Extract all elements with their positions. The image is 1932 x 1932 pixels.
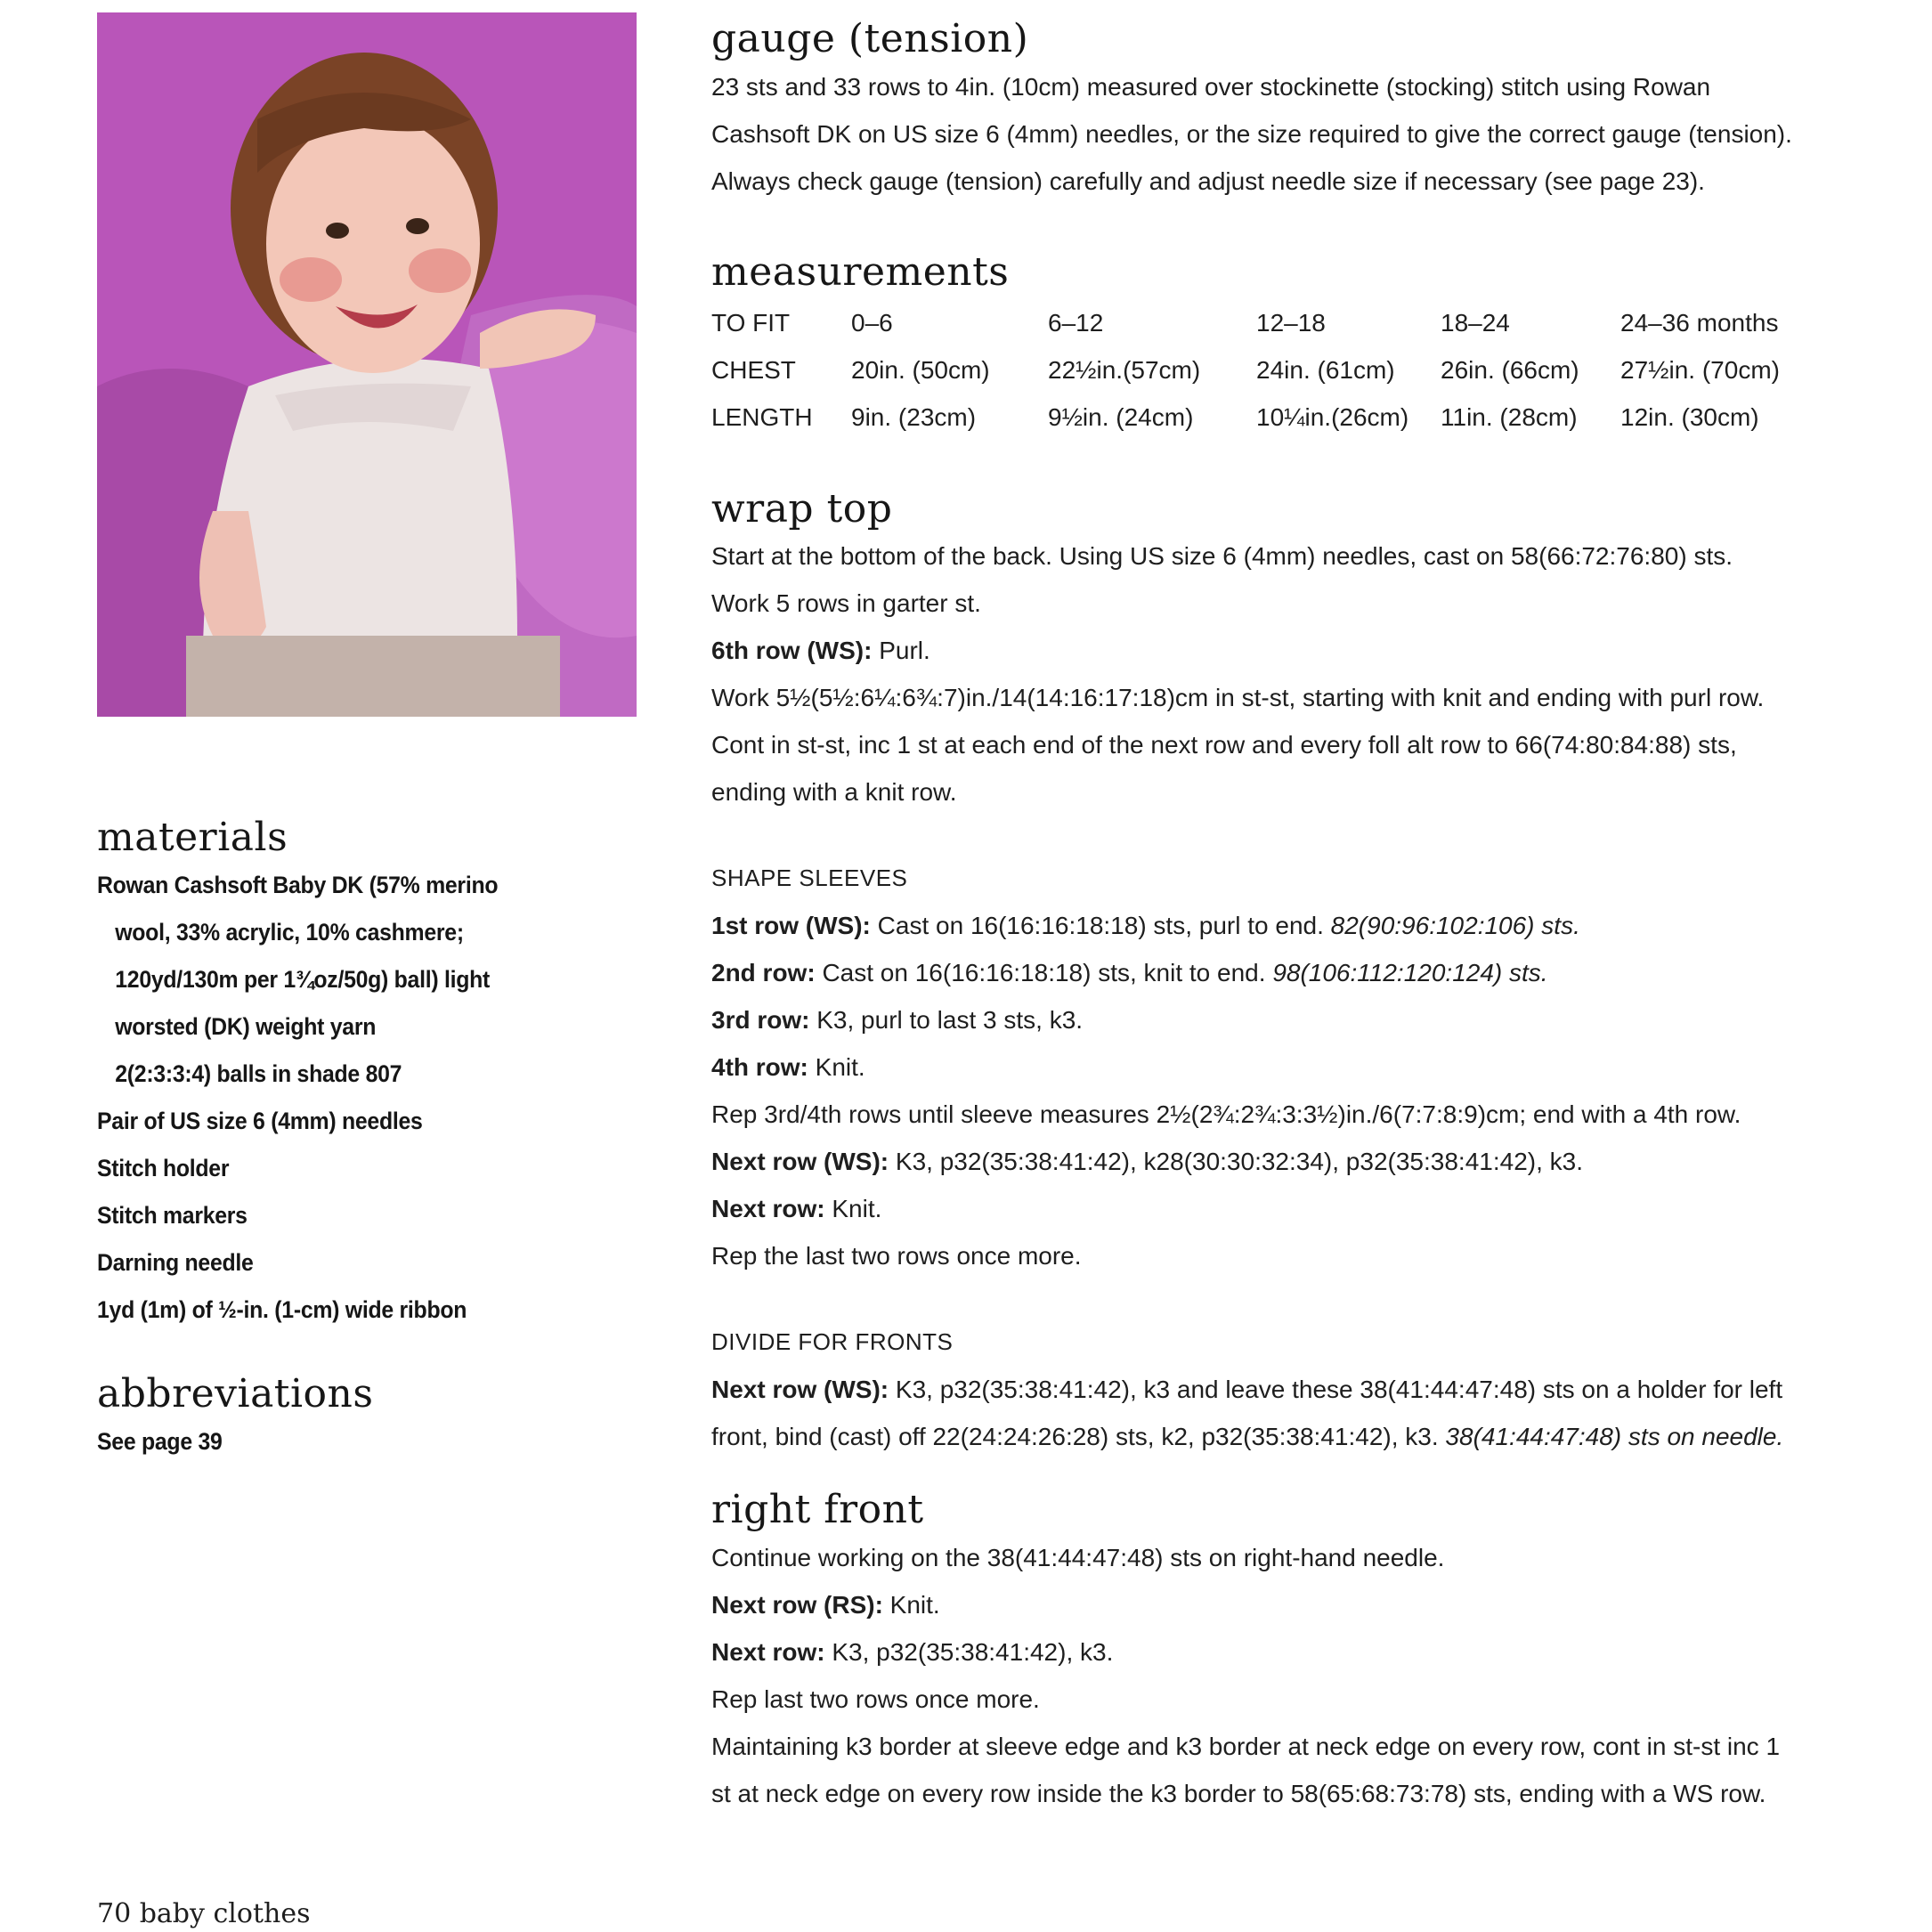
row-result: 98(106:112:120:124) sts. <box>1272 959 1548 987</box>
page-footer: 70 baby clothes <box>97 1898 311 1929</box>
table-cell: CHEST <box>711 356 796 385</box>
sleeve-row-3 <box>711 996 1869 1043</box>
photo-illustration <box>97 12 637 717</box>
row-label: 2nd row: <box>711 959 816 987</box>
table-cell: 24in. (61cm) <box>1256 356 1395 385</box>
materials-item: 120yd/130m per 1¾oz/50g) ball) light <box>115 965 491 993</box>
row-result: 38(41:44:47:48) sts on needle. <box>1445 1423 1784 1451</box>
baby-wrap-top-photo <box>97 12 637 717</box>
table-cell: 24–36 months <box>1620 309 1779 337</box>
right-front-line-2 <box>711 1581 1869 1628</box>
table-row <box>711 347 1780 394</box>
row-text: K3, p32(35:38:41:42), k3. <box>824 1638 1114 1667</box>
row-text: K3, purl to last 3 sts, k3. <box>809 1006 1084 1035</box>
table-cell: 27½in. (70cm) <box>1620 356 1780 385</box>
table-cell: 11in. (28cm) <box>1441 403 1578 432</box>
sleeve-row-6 <box>711 1138 1869 1185</box>
table-cell: 18–24 <box>1441 309 1510 337</box>
sleeve-row-5: Rep 3rd/4th rows until sleeve measures 2½(2¾:2¾:3:3½)in./6(7:7:8:9)cm; end with a 4th row. <box>711 1100 1741 1129</box>
row-text: Purl. <box>872 637 930 665</box>
table-cell: 0–6 <box>851 309 893 337</box>
gauge-heading: gauge (tension) <box>711 16 1029 61</box>
table-cell: 12in. (30cm) <box>1620 403 1759 432</box>
sleeve-row-7 <box>711 1185 1869 1232</box>
wrap-top-line-1: Start at the bottom of the back. Using US size 6 (4mm) needles, cast on 58(66:72:76:80) sts. <box>711 542 1733 571</box>
wrap-top-line-3 <box>711 627 1869 674</box>
table-cell: 22½in.(57cm) <box>1048 356 1201 385</box>
row-text: Cast on 16(16:16:18:18) sts, knit to end. <box>815 959 1273 987</box>
row-label: 3rd row: <box>711 1006 810 1035</box>
pattern-instructions <box>711 16 1869 1817</box>
sleeve-row-4 <box>711 1043 1869 1091</box>
row-text: front, bind (cast) off 22(24:24:26:28) sts, k2, p32(35:38:41:42), k3. <box>711 1423 1446 1451</box>
gauge-line-1: 23 sts and 33 rows to 4in. (10cm) measured over stockinette (stocking) stitch using Rowan <box>711 72 1711 101</box>
right-front-line-1: Continue working on the 38(41:44:47:48) sts on right-hand needle. <box>711 1544 1445 1572</box>
wrap-top-heading: wrap top <box>711 485 893 532</box>
row-label: Next row: <box>711 1195 825 1223</box>
materials-item: Stitch markers <box>97 1201 248 1229</box>
row-result: 82(90:96:102:106) sts. <box>1330 912 1580 940</box>
right-front-line-4: Rep last two rows once more. <box>711 1685 1040 1714</box>
materials-item: Pair of US size 6 (4mm) needles <box>97 1107 423 1134</box>
table-cell: 26in. (66cm) <box>1441 356 1579 385</box>
row-label: Next row (RS): <box>711 1591 883 1619</box>
table-cell: 10¼in.(26cm) <box>1256 403 1409 432</box>
table-cell: 20in. (50cm) <box>851 356 990 385</box>
sleeve-row-8: Rep the last two rows once more. <box>711 1242 1082 1270</box>
row-text: K3, p32(35:38:41:42), k3 and leave these 38(41:44:47:48) sts on a holder for left <box>889 1376 1783 1404</box>
gauge-line-3: Always check gauge (tension) carefully and adjust needle size if necessary (see page 23). <box>711 166 1705 195</box>
measurements-table <box>711 300 1780 442</box>
materials-item: 1yd (1m) of ½-in. (1-cm) wide ribbon <box>97 1295 467 1323</box>
shape-sleeves-subhead: SHAPE SLEEVES <box>711 865 908 892</box>
row-label: Next row (WS): <box>711 1376 889 1404</box>
table-cell: 9½in. (24cm) <box>1048 403 1194 432</box>
row-label: 1st row (WS): <box>711 912 871 940</box>
materials-item: wool, 33% acrylic, 10% cashmere; <box>115 918 464 946</box>
right-front-line-6: st at neck edge on every row inside the k3 border to 58(65:68:73:78) sts, ending with a WS row. <box>711 1780 1766 1808</box>
right-front-line-3 <box>711 1628 1869 1676</box>
sleeve-row-1 <box>711 902 1869 949</box>
abbreviations-text: See page 39 <box>97 1427 223 1455</box>
divide-line-2 <box>711 1413 1869 1460</box>
divide-line-1 <box>711 1366 1869 1413</box>
abbreviations-heading: abbreviations <box>97 1370 374 1417</box>
wrap-top-line-5: Cont in st-st, inc 1 st at each end of the next row and every foll alt row to 66(74:80:84:88) sts, <box>711 731 1737 759</box>
table-cell: TO FIT <box>711 309 791 337</box>
materials-item: worsted (DK) weight yarn <box>115 1012 377 1040</box>
materials-item: Rowan Cashsoft Baby DK (57% merino <box>97 871 499 898</box>
table-row <box>711 394 1780 442</box>
materials-item: Stitch holder <box>97 1154 230 1181</box>
right-front-line-5: Maintaining k3 border at sleeve edge and k3 border at neck edge on every row, cont in st-st inc 1 <box>711 1733 1781 1761</box>
materials-column <box>97 815 649 1465</box>
materials-heading: materials <box>97 815 288 860</box>
materials-item: 2(2:3:3:4) balls in shade 807 <box>115 1059 402 1087</box>
measurements-heading: measurements <box>711 248 1010 295</box>
sleeve-row-2 <box>711 949 1869 996</box>
table-cell: 12–18 <box>1256 309 1326 337</box>
divide-fronts-subhead: DIVIDE FOR FRONTS <box>711 1328 954 1356</box>
row-text: Knit. <box>824 1195 882 1223</box>
row-text: Cast on 16(16:16:18:18) sts, purl to end. <box>870 912 1331 940</box>
row-text: Knit. <box>808 1053 865 1082</box>
row-label: Next row: <box>711 1638 825 1667</box>
materials-item: Darning needle <box>97 1248 254 1276</box>
right-front-heading: right front <box>711 1487 924 1533</box>
wrap-top-line-2: Work 5 rows in garter st. <box>711 589 981 618</box>
row-label: 4th row: <box>711 1053 808 1082</box>
row-text: K3, p32(35:38:41:42), k28(30:30:32:34), p32(35:38:41:42), k3. <box>889 1148 1583 1176</box>
row-label: 6th row (WS): <box>711 637 873 665</box>
wrap-top-line-6: ending with a knit row. <box>711 778 957 807</box>
row-text: Knit. <box>882 1591 940 1619</box>
gauge-line-2: Cashsoft DK on US size 6 (4mm) needles, or the size required to give the correct gauge (tension). <box>711 119 1792 148</box>
row-label: Next row (WS): <box>711 1148 889 1176</box>
table-cell: 9in. (23cm) <box>851 403 977 432</box>
wrap-top-line-4: Work 5½(5½:6¼:6¾:7)in./14(14:16:17:18)cm in st-st, starting with knit and ending with purl row. <box>711 684 1765 712</box>
table-cell: LENGTH <box>711 403 813 432</box>
table-cell: 6–12 <box>1048 309 1104 337</box>
table-row <box>711 300 1780 347</box>
